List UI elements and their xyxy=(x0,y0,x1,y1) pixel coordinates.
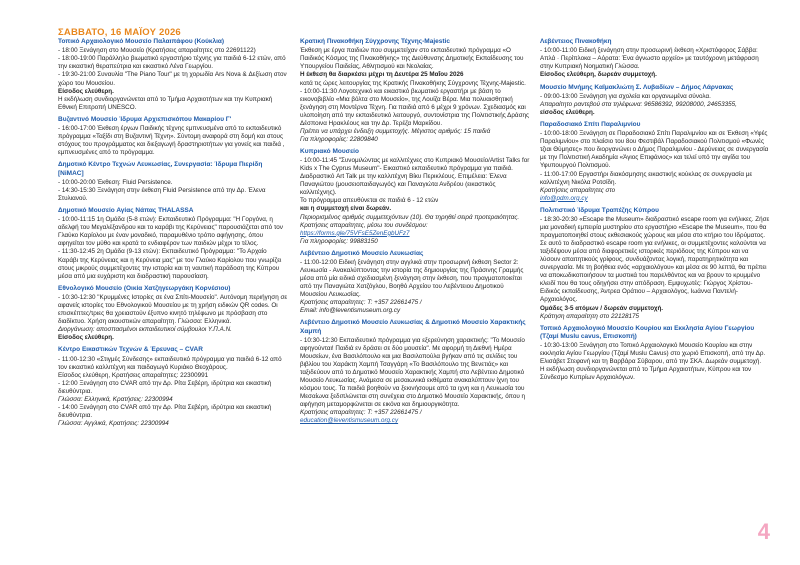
venue-title: Μουσείο Μνήμης Καϊμακλιώτη Σ. Λυβαδίων – Δήμος Λάρνακας xyxy=(540,83,734,91)
event-line: Γλώσσα: Αγγλικά, Κρατήσεις: 22300994 xyxy=(58,419,169,427)
event-line: Η εκδήλωση συνδιοργανώνεται από το Τμήμα Αρχαιοτήτων, Κύπρου και τον Σύνδεσμο Κυπρίων Αρχαιολόγων. xyxy=(540,366,752,382)
venue-title: Λεβέντειο Δημοτικό Μουσείο Λευκωσίας xyxy=(300,249,424,257)
event-section xyxy=(540,325,770,383)
event-line: Η έκθεση θα διαρκέσει μέχρι τη Δευτέρα 25 Μαΐου 2026 xyxy=(300,71,464,79)
event-line: Κρατήσεις απαραίτητες στο xyxy=(540,186,616,194)
event-line: - 10:00-11:15 1η Ομάδα (5-8 ετών): Εκπαιδευτικό Πρόγραμμα: "Η Γοργόνα, η αδελφή του Μεγαλέξανδρου και το καράβι της Κερύνειας" παρουσιάζεται από τον Γλαύκο Καρίολου με έναν μοναδικό, παραμυθένιο τρόπο αφήγησης, όπου αφηγείται τον μύθο και κρατά το ενδιαφέρον των παιδιών μέχρι το τέλος. xyxy=(58,216,283,248)
event-section xyxy=(540,84,770,117)
venue-title: Λεβέντειος Πινακοθήκη xyxy=(540,38,612,45)
event-line: - 19:30-21:00 Συναυλία "The Piano Tour" με τη χορωδία Ars Nova & Δεξίωση στον χώρο του Μουσείου. xyxy=(58,71,287,87)
event-line: - 10:00-11:00 Ειδική ξενάγηση στην προσωρινή έκθεση «Χριστόφορος Σάββα: Απλά · Περίπλοκα – Αόρατα: Ένα άγνωστο αρχείο» με ταυτόχρονη μετάφραση στην Κυπριακή Νοηματική Γλώσσα. xyxy=(540,47,759,71)
event-line: - 10:00-18:00 Ξενάγηση σε Παραδοσιακό Σπίτι Παραλιμνίου και σε Έκθεση «Υφές Παραλιμνίου» στο πλαίσιο του 8ου Φεστιβάλ Παραδοσιακού Πολιτισμού «Φωνές τζιαι Θύμησες» που διοργανώνει ο Δήμος Παραλιμνίου - Δερύνειας σε συνεργασία με την Πολιτιστική Ακαδημία «Άγιος Επιφάνιος» και τελεί υπό την αιγίδα του Υφυπουργού Πολιτισμού. xyxy=(540,130,769,170)
event-section xyxy=(58,346,288,428)
event-line: Κράτηση απαραίτητη στο 22128175 xyxy=(540,312,639,320)
event-line: - 14:30-15:30 Ξενάγηση στην έκθεση Fluid Persistence από την Δρ. Έλενα Στυλιανού. xyxy=(58,186,266,202)
event-line: - 11:00-17:00 Εργαστήρι διακόσμησης εικαστικής κούκλας σε συνεργασία με καλλιτέχνη Νικόλα Ροτσίδη. xyxy=(540,170,753,186)
event-line: Περιορισμένος αριθμός συμμετεχόντων (10). Θα τηρηθεί σειρά προτεραιότητας. Κρατήσεις απαραίτητες, μέσω του συνδέσμου: xyxy=(300,213,520,229)
event-line: Ομάδες 3-5 ατόμων / δωρεάν συμμετοχή. xyxy=(540,304,664,312)
event-line: Είσοδος ελεύθερη, δωρεάν συμμετοχή. xyxy=(540,71,657,79)
event-line: Πρέπει να υπάρχει ένδειξη συμμετοχής. Μέγιστος αριθμός: 15 παιδιά xyxy=(300,127,491,135)
event-section xyxy=(300,148,530,246)
event-section xyxy=(300,38,530,144)
venue-title: Εθνολογικό Μουσείο (Οικία Χατζηγεωργάκη Κορνέσιου) xyxy=(58,284,231,292)
event-line: Είσοδος ελεύθερη. xyxy=(58,87,114,95)
event-line: - 12:00 Ξενάγηση στο CVAR από την Δρ. Ρίτα Σεβέρη, ιδρύτρια και εικαστική διευθύντρια. xyxy=(58,379,272,395)
event-line: Email: info@leventismuseum.org.cy xyxy=(300,307,401,315)
venue-title: Λεβέντειο Δημοτικό Μουσείο Λευκωσίας & Δημοτικό Μουσείο Χαρακτικής Χαμπή xyxy=(300,319,526,335)
column-1 xyxy=(58,38,288,432)
event-line: - 11:30-12:45 2η Ομάδα (9-13 ετών): Εκπαιδευτικό Πρόγραμμα: "Το Αρχαίο Καράβι της Κερύνειας και η Κερύνεια μας" με τον Γλαύκο Καρίολου που γνωρίζει στους μικρούς συμμετέχοντες την ιστορία και τη ναυτική παράδοση της Κύπρου μέσα από μια ευχάριστη και διαδραστική παρουσίαση. xyxy=(58,248,282,280)
event-line: - 14:00 Ξενάγηση στο CVAR από την Δρ. Ρίτα Σεβέρη, ιδρύτρια και εικαστική διευθύντρια. xyxy=(58,403,272,419)
venue-title: Παραδοσιακό Σπίτι Παραλιμνίου xyxy=(540,120,641,128)
event-line: Κρατήσεις απαραίτητες: T: +357 22661475 / xyxy=(300,409,422,417)
event-link[interactable]: https://forms.gle/75VFsE5ZenEgbUFz7 xyxy=(300,229,410,237)
event-line: - 10:30-12:30 "Κρυμμένες Ιστορίες σε ένα Σπίτι-Μουσείο". Αυτόνομη περιήγηση σε αφανείς ιστορίες του Εθνολογικού Μουσείου με τη χρήση ειδικών QR codes. Οι επισκέπτες/τριες θα χρειαστούν έξυπνο κινητό τηλέφωνο με πρόσβαση στο διαδίκτυο. Χρήση ακουστικών απαραίτητη. Γλώσσα: Ελληνικά. xyxy=(58,293,288,326)
event-line: Κρατήσεις απαραίτητες: T: +357 22661475 / xyxy=(300,299,422,307)
venue-title: Τοπικό Αρχαιολογικό Μουσείο Κουρίου και Εκκλησία Αγίου Γεωργίου (Τζαμί Muslu cavus, Επισκοπή) xyxy=(540,324,755,340)
venue-title: Δημοτικό Μουσείο Αγίας Νάπας THALASSA xyxy=(58,206,194,214)
event-line: - 18:00-19:00 Παράλληλο βιωματικό εργαστήριο τέχνης για παιδιά 6-12 ετών, από την εικαστική θεραπεύτρια και εικαστικό Λένα Γεωργίου. xyxy=(58,55,286,71)
event-line: και η συμμετοχή είναι δωρεάν. xyxy=(300,205,392,213)
event-line: - 18:30-20:30 «Escape the Museum» διαδραστικό escape room για ενήλικες. Ζήσε μια μοναδική εμπειρία μυστηρίου στο εργαστήριο «Escape the Museum», που θα πραγματοποιηθεί στους εκθεσιακούς χώρους και μέσα στο κτήριο του Ιδρύματος. Σε αυτό το διαδραστικό escape room για ενήλικες, οι συμμετέχοντες καλούνται να ταξιδέψουν μέσα από διαφορετικές ιστορικές περιόδους της Κύπρου και να λύσουν απαιτητικούς γρίφους, συνδυάζοντας λογική, παρατηρητικότητα και συνεργασία. Με τη βοήθεια ενός «αρχαιολόγου» και μέσα σε 90 λεπτά, θα πρέπει να αποκωδικοποιήσουν τα μυστικά του παρελθόντος και να βρουν το κρυμμένο κλειδί που θα τους οδηγήσει στην απόδραση. Εμψυχωτές: Γιώργος Χρίστου-Ειδικός εκπαίδευσης, Άντρεα Οράτιου – Αρχαιολόγος, Ιωάννα Παντελή- Αρχαιολόγος. xyxy=(540,216,770,304)
event-line: Είσοδος ελεύθερη. xyxy=(58,334,114,342)
event-line: κατά τις ώρες λειτουργίας της Κρατικής Πινακοθήκης Σύγχρονης Τέχνης-Majestic. xyxy=(300,79,526,87)
event-line: Η εκδήλωση συνδιοργανώνεται από το Τμήμα Αρχαιοτήτων και την Κυπριακή Εθνική Επιτροπή UNESCO. xyxy=(58,95,273,111)
venue-title: Πολιτιστικό Ίδρυμα Τραπέζης Κύπρου xyxy=(540,206,659,214)
event-line: - 10:00-11:45 "Συνομιλώντας με καλλιτέχνες στο Κυπριακό Μουσείο/Artist Talks for Kids x The Cyprus Museum"- Εικαστικό εκπαιδευτικό πρόγραμμα για παιδιά. Διαδραστικό Art Talk με την καλλιτέχνη Βίκυ Περικλέους. Επιμέλεια: Έλενα Παναγιώτου (μουσειοπαιδαγωγός) και Παναγιώτα Ανδρέου (εικαστικός καλλιτέχνης). xyxy=(300,157,530,197)
event-section xyxy=(58,161,288,203)
event-line: Για πληροφορίες: 99883150 xyxy=(300,237,378,245)
event-section xyxy=(58,285,288,343)
event-section xyxy=(540,38,770,80)
event-line: - 18:00 Ξενάγηση στο Μουσείο (Κρατήσεις απαραίτητες στο 22691122) xyxy=(58,47,256,55)
column-2 xyxy=(300,38,530,429)
event-line: - 09:00-13:00 Ξενάγηση για σχολεία και οργανωμένα σύνολα. xyxy=(540,92,711,100)
event-section xyxy=(58,38,288,112)
event-line: Το πρόγραμμα απευθύνεται σε παιδιά 6 - 12 ετών xyxy=(300,197,439,205)
page-number: 4 xyxy=(757,519,770,544)
event-section xyxy=(58,116,288,158)
event-link[interactable]: info@pdm.org.cy xyxy=(540,194,588,202)
venue-title: Τοπικό Αρχαιολογικό Μουσείο Παλαιπάφου (Κούκλια) xyxy=(58,38,225,45)
venue-title: Κέντρο Εικαστικών Τεχνών & Έρευνας – CVAR xyxy=(58,346,203,354)
venue-title: Δημοτικό Κέντρο Τεχνών Λευκωσίας, Συνεργασία: Ίδρυμα Πιερίδη [NiMAC] xyxy=(58,161,263,177)
event-line: - 11:00-12:30 «Στιγμές Σύνδεσης» εκπαιδευτικό πρόγραμμα για παιδιά 6-12 από τον εικαστικό καλλιτέχνη και παιδαγωγό Κυριάκο Θεοχάρους. xyxy=(58,355,282,371)
event-section xyxy=(58,207,288,281)
event-line: - 10:00-20:00 Έκθεση: Fluid Persistence. xyxy=(58,178,173,186)
event-line: Απαραίτητο ραντεβού στα τηλέφωνα: 96586392, 99208000, 24653355, xyxy=(540,100,737,108)
event-line: Έκθεση με έργα παιδιών που συμμετείχαν στο εκπαιδευτικό πρόγραμμα «Ο Παιδικός Κόσμος της Πινακοθήκης» της Διεύθυνσης Δημοτικής Εκπαίδευσης του Υπουργείου Παιδείας, Αθλητισμού και Νεολαίας. xyxy=(300,47,524,71)
event-line: - 10:00-11:30 Λογοτεχνικό και εικαστικό βιωματικό εργαστήρι με βάση το εικονοβιβλίο «Μια βόλτα στο Μουσείο», της Λουίζα Βέρα. Μια πολυαισθητική ξενάγηση στη Μοντέρνα Τέχνη. Για παιδιά από 6 μέχρι 9 χρόνων. Σχεδιασμός και υλοποίηση από την εκπαιδευτικό λειτουργό, συντονίστρια της Πολιτιστικής Δράσης Δέσποινα Ηρακλέους και την Δρ. Τερέζα Μαρκίδου. xyxy=(300,87,529,127)
event-line: - 16:00-17:00 Έκθεση έργων Παιδικής τέχνης εμπνευσμένα από το εκπαιδευτικό πρόγραμμα «Ταξίδι στη Βυζαντινή Τέχνη». Σύντομη αναφορά στη δομή και στους στόχους του προγράμματος και διεξαγωγή δραστηριοτήτων για γονείς και παιδιά , εμπνευσμένες από το πρόγραμμα. xyxy=(58,125,285,157)
event-line: Διοργάνωση: αποσπασμένοι εκπαιδευτικοί σύμβουλοι Υ.Π.Α.Ν. xyxy=(58,326,232,334)
column-3 xyxy=(540,38,770,386)
venue-title: Κρατική Πινακοθήκη Σύγχρονης Τέχνης-Majestic xyxy=(300,38,450,45)
event-line: Για πληροφορίες: 22809840 xyxy=(300,135,378,143)
event-section xyxy=(540,207,770,321)
event-section xyxy=(540,121,770,203)
venue-title: Κυπριακό Μουσείο xyxy=(300,147,359,155)
date-title: ΣΑΒΒΑΤΟ, 16 ΜΑΪΟΥ 2026 xyxy=(58,27,181,38)
venue-title: Βυζαντινό Μουσείο Ίδρυμα Αρχιεπισκόπου Μακαρίου Γ' xyxy=(58,115,232,123)
event-line: - 10:30-12:30 Εκπαιδευτικό πρόγραμμα για εξερεύνηση χαρακτικής: "Το Μουσείο αφηγούνται! Παιδιά εν δράσει σε δύο μουσεία". Με αφορμή τη Διεθνή Ημέρα Μουσείων, ένα Βασιλόπουλο και μια Βασιλοπούλα βγήκαν από τις σελίδες του βιβλίου του Χαράκτη Χαμπή Τσαγγάρη «Το Βασιλόπουλο της Βενετιάς» και ταξιδεύουν από το Δημοτικό Μουσείο Χαρακτικής Χαμπή στο Λεβέντειο Δημοτικό Μουσείο Λευκωσίας. Ανάμεσα σε μεσαιωνικά εκθέματα ανακαλύπτουν ίχνη του κόσμου τους. Τα παιδιά βοηθούν να ξεκινήσουμε από τα ιχνη και η Λευκωσία του Μεσαίωνα ξεδιπλώνεται στη συνέχεια στο Δημοτικό Μουσείο Χαρακτικής, όπου η αφήγηση μεταμορφώνεται σε εικόνα και δημιουργικότητα. xyxy=(300,336,526,409)
event-section xyxy=(300,250,530,316)
event-section xyxy=(300,319,530,425)
event-line: - 10:30-13:00 Ξενάγηση στο Τοπικό Αρχαιολογικό Μουσείο Κουρίου και στην εκκλησία Αγίου Γεωργίου (Τζαμί Muslu Cavus) στο χωριό Επισκοπή, από την Δρ. Ελισάβετ Στεφανή και τη Βαρβάρα Σύβαρου, από την ΣΚΑ. Δωρεάν συμμετοχή. xyxy=(540,342,766,366)
event-line: - 11:00-12:00 Ειδική ξενάγηση στην αγγλικά στην προσωρινή έκθεση Sector 2: Λευκωσία - Ανακαλύπτοντας την ιστορία της δημιουργίας της Πράσινης Γραμμής μέσα από μία ειδικά σχεδιασμένη ξενάγηση στην έκθεση, που πραγματοποιείται από την Παναγιώτα Χατζόγλου, Βοηθό Αρχείου του Λεβέντειου Δημοτικού Μουσείου Λευκωσίας. xyxy=(300,259,524,299)
event-line: Είσοδος ελεύθερη, Κρατήσεις απαραίτητες: 22300991 xyxy=(58,371,209,379)
event-line: είσοδος ελεύθερη. xyxy=(540,108,595,116)
event-line: Γλώσσα: Ελληνικά, Κρατήσεις: 22300994 xyxy=(58,395,173,403)
event-link[interactable]: education@leventismuseum.org.cy xyxy=(300,417,399,425)
